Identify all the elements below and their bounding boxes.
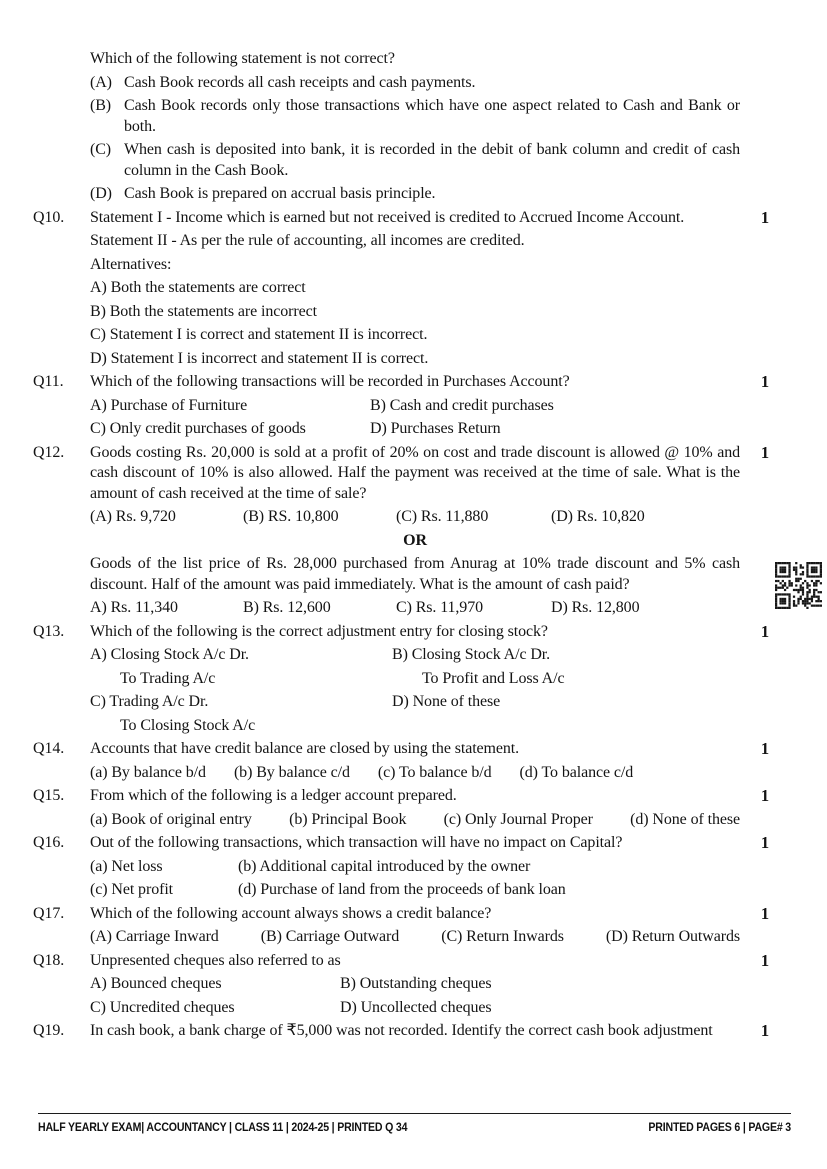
option-row (90, 645, 740, 666)
alternatives-label: Alternatives: (90, 255, 172, 273)
question-marks: 1 (760, 621, 770, 641)
option-text: (d) To balance c/d (519, 763, 634, 781)
option-text: B) Rs. 12,600 (243, 599, 331, 616)
question-q16 (33, 833, 790, 901)
option-text: (c) Only Journal Proper (443, 810, 593, 828)
option-text: Cash Book records all cash receipts and cash payments. (124, 73, 476, 91)
option-row (90, 716, 740, 737)
option-text: (b) Principal Book (289, 810, 407, 828)
option-row (90, 96, 740, 137)
statement-1: Statement I - Income which is earned but not received is credited to Accrued Income Account. (90, 208, 685, 226)
option-text: (b) Additional capital introduced by the owner (238, 857, 531, 875)
question-number: Q10. (33, 208, 65, 226)
option-text: (A) Rs. 9,720 (90, 508, 176, 525)
question-number (33, 49, 90, 205)
question-text: Which of the following account always shows a credit balance? (90, 904, 492, 922)
option-text: A) Purchase of Furniture (90, 396, 248, 414)
option-text: A) Rs. 11,340 (90, 599, 178, 616)
option-text: D) Statement I is incorrect and statement II is correct. (90, 349, 429, 367)
option-text: (d) Purchase of land from the proceeds of bank loan (238, 881, 566, 898)
option-sub-text: To Trading A/c (120, 669, 216, 687)
footer-right-text: PRINTED PAGES 6 | PAGE# 3 (648, 1122, 791, 1134)
option-text: (B) RS. 10,800 (243, 508, 339, 525)
option-label: (A) (90, 73, 112, 91)
footer-left-text: HALF YEARLY EXAM| ACCOUNTANCY | CLASS 11 | 2024-25 | PRINTED Q 34 (38, 1122, 408, 1134)
question-marks: 1 (760, 442, 770, 462)
option-text: B) Outstanding cheques (340, 975, 492, 992)
option-sub-text: To Closing Stock A/c (120, 716, 256, 734)
question-marks: 1 (760, 739, 770, 758)
option-label: (B) (90, 97, 112, 114)
option-text: C) Trading A/c Dr. (90, 693, 209, 710)
footer (38, 1118, 791, 1139)
option-row (90, 927, 740, 948)
question-q18 (33, 951, 790, 1019)
option-row (90, 998, 740, 1019)
question-number: Q12. (33, 443, 65, 461)
question-marks: 1 (760, 207, 770, 227)
question-intro (33, 49, 790, 205)
question-number: Q18. (33, 951, 65, 969)
option-text: (C) Rs. 11,880 (396, 508, 489, 525)
question-q13 (33, 622, 790, 737)
option-text: When cash is deposited into bank, it is recorded in the debit of bank column and credit of cash column in the Cash Book. (124, 141, 740, 179)
question-number: Q13. (33, 622, 65, 640)
option-text: A) Bounced cheques (90, 975, 222, 992)
question-text: Which of the following transactions will be recorded in Purchases Account? (90, 373, 570, 390)
questions-area (33, 46, 790, 1042)
option-row (90, 810, 740, 831)
option-sub-text (392, 716, 740, 737)
option-row (90, 974, 740, 995)
option-text: A) Both the statements are correct (90, 279, 306, 296)
option-text: (c) To balance b/d (377, 763, 492, 781)
question-text: Which of the following statement is not correct? (90, 50, 395, 67)
option-text: (D) Rs. 10,820 (551, 508, 645, 525)
option-row (90, 396, 740, 417)
option-text: D) None of these (392, 693, 501, 710)
option-text: (a) Net loss (90, 857, 163, 875)
option-text: C) Uncredited cheques (90, 998, 235, 1016)
question-q14 (33, 739, 790, 783)
option-row (90, 507, 740, 528)
option-label: (D) (90, 185, 112, 202)
question-text: Which of the following is the correct adjustment entry for closing stock? (90, 622, 548, 640)
question-text: Out of the following transactions, which transaction will have no impact on Capital? (90, 834, 623, 851)
option-row (90, 880, 740, 901)
question-text: In cash book, a bank charge of ₹5,000 was not recorded. Identify the correct cash book adjustment (90, 1022, 713, 1039)
question-marks: 1 (760, 372, 770, 391)
option-text: Cash Book records only those transactions which have one aspect related to Cash and Bank or both. (124, 97, 740, 135)
option-text: D) Rs. 12,800 (551, 599, 640, 616)
question-text: From which of the following is a ledger account prepared. (90, 787, 457, 804)
question-q10 (33, 208, 790, 370)
option-text: (b) By balance c/d (233, 763, 350, 781)
question-number: Q19. (33, 1022, 65, 1039)
question-marks (740, 49, 790, 205)
option-text: B) Cash and credit purchases (370, 396, 554, 414)
question-q19 (33, 1021, 790, 1042)
or-separator: OR (403, 531, 427, 549)
option-text: (d) None of these (630, 810, 740, 828)
option-text: (a) Book of original entry (90, 810, 252, 828)
option-row (90, 419, 740, 440)
option-text: A) Closing Stock A/c Dr. (90, 646, 249, 663)
option-row (90, 692, 740, 713)
option-text: (c) Net profit (90, 881, 174, 898)
option-label: (C) (90, 141, 112, 158)
option-text: (a) By balance b/d (90, 763, 206, 781)
option-row (90, 184, 740, 205)
question-marks: 1 (760, 903, 770, 923)
question-number: Q14. (33, 740, 65, 757)
question-number: Q15. (33, 787, 65, 804)
option-row (90, 857, 740, 878)
option-row (90, 73, 740, 94)
or-question-text: Goods of the list price of Rs. 28,000 purchased from Anurag at 10% trade discount and 5% cash discount. Half of the amount was paid immediately. What is the amount of cash paid? (90, 555, 740, 593)
option-row (90, 598, 740, 619)
question-marks: 1 (760, 1021, 770, 1040)
question-marks: 1 (760, 950, 770, 970)
statement-2: Statement II - As per the rule of accounting, all incomes are credited. (90, 232, 525, 249)
option-text: Cash Book is prepared on accrual basis principle. (124, 185, 436, 202)
option-text: B) Both the statements are incorrect (90, 302, 317, 320)
option-sub-text: To Profit and Loss A/c (422, 669, 565, 687)
option-text: B) Closing Stock A/c Dr. (392, 646, 551, 663)
option-text: (C) Return Inwards (441, 928, 564, 945)
question-number: Q17. (33, 904, 65, 922)
question-q12 (33, 443, 790, 619)
option-row (90, 669, 740, 690)
question-marks: 1 (760, 786, 770, 805)
question-q15 (33, 786, 790, 830)
option-row (90, 763, 740, 784)
option-text: C) Statement I is correct and statement II is incorrect. (90, 326, 428, 343)
question-text: Unpresented cheques also referred to as (90, 951, 341, 969)
footer-divider (38, 1113, 791, 1114)
question-marks: 1 (760, 833, 770, 852)
option-text: (D) Return Outwards (605, 928, 740, 945)
question-q11 (33, 372, 790, 440)
question-text: Accounts that have credit balance are closed by using the statement. (90, 740, 520, 757)
option-text: C) Rs. 11,970 (396, 599, 484, 616)
question-number: Q16. (33, 834, 65, 851)
question-q17 (33, 904, 790, 948)
question-text: Goods costing Rs. 20,000 is sold at a profit of 20% on cost and trade discount is allowed @ 10% and cash discount of 10% is also allowed. Half the payment was received at the time of sale. What is the amount of cash received at the time of sale? (90, 443, 740, 502)
option-text: D) Purchases Return (370, 420, 501, 437)
qr-code-image (775, 562, 822, 609)
option-text: (A) Carriage Inward (90, 928, 219, 945)
option-row (90, 140, 740, 181)
option-text: (B) Carriage Outward (260, 928, 400, 945)
option-text: C) Only credit purchases of goods (90, 420, 306, 437)
question-number: Q11. (33, 373, 64, 390)
option-text: D) Uncollected cheques (340, 998, 492, 1016)
